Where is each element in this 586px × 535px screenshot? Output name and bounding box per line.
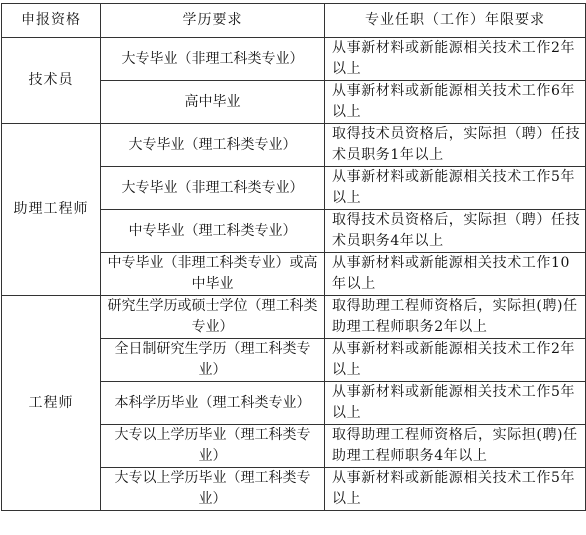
years-cell: 从事新材料或新能源相关技术工作5年以上 [325,167,586,210]
years-cell: 取得技术员资格后，实际担（聘）任技术员职务1年以上 [325,124,586,167]
education-cell: 中专毕业（理工科类专业） [101,210,325,253]
years-cell: 从事新材料或新能源相关技术工作2年以上 [325,38,586,81]
education-cell: 全日制研究生学历（理工科类专业） [101,339,325,382]
table-row [2,296,586,339]
group-title-engineer: 工程师 [2,296,101,511]
education-cell: 大专毕业（非理工科类专业） [101,38,325,81]
table-row [2,38,586,81]
header-qualification: 申报资格 [2,4,101,38]
table-header-row [2,4,586,38]
years-cell: 取得助理工程师资格后，实际担(聘)任助理工程师职务4年以上 [325,425,586,468]
header-work-years: 专业任职（工作）年限要求 [325,4,586,38]
years-cell: 从事新材料或新能源相关技术工作5年以上 [325,382,586,425]
education-cell: 大专毕业（非理工科类专业） [101,167,325,210]
years-cell: 从事新材料或新能源相关技术工作6年以上 [325,81,586,124]
education-cell: 本科学历毕业（理工科类专业） [101,382,325,425]
years-cell: 取得助理工程师资格后，实际担(聘)任助理工程师职务2年以上 [325,296,586,339]
education-cell: 大专以上学历毕业（理工科类专业） [101,468,325,511]
education-cell: 高中毕业 [101,81,325,124]
education-cell: 中专毕业（非理工科类专业）或高中毕业 [101,253,325,296]
table-row [2,124,586,167]
qualification-table [1,3,586,511]
years-cell: 从事新材料或新能源相关技术工作5年以上 [325,468,586,511]
group-title-technician: 技术员 [2,38,101,124]
years-cell: 取得技术员资格后，实际担（聘）任技术员职务4年以上 [325,210,586,253]
years-cell: 从事新材料或新能源相关技术工作10年以上 [325,253,586,296]
education-cell: 大专毕业（理工科类专业） [101,124,325,167]
education-cell: 大专以上学历毕业（理工科类专业） [101,425,325,468]
header-education: 学历要求 [101,4,325,38]
education-cell: 研究生学历或硕士学位（理工科类专业） [101,296,325,339]
years-cell: 从事新材料或新能源相关技术工作2年以上 [325,339,586,382]
group-title-assistant-engineer: 助理工程师 [2,124,101,296]
